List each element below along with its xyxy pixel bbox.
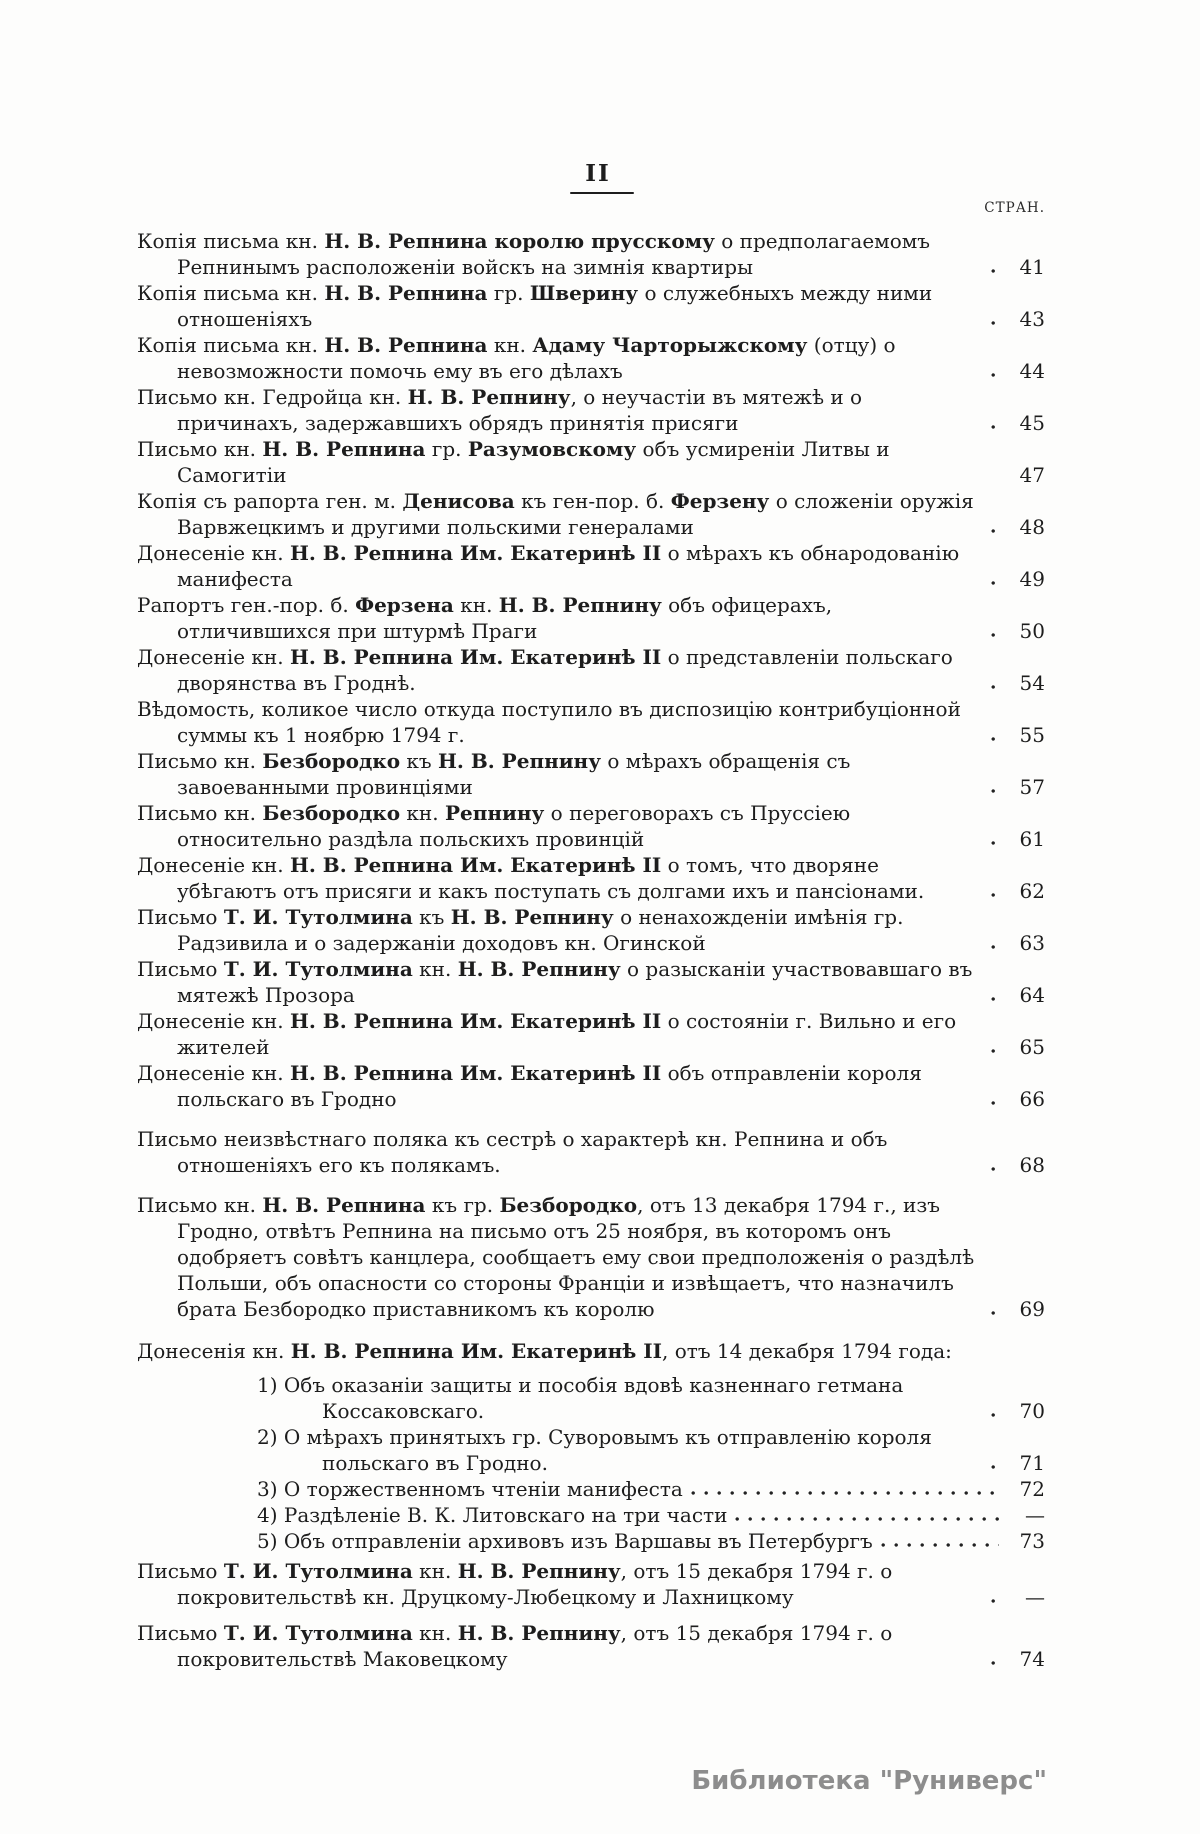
toc-entry-text: Письмо Т. И. Тутолмина къ Н. В. Репнину о ненахожденіи имѣнія гр. Радзивила и о задержаніи доходовъ кн. Огинской [137, 905, 904, 955]
toc-entry-page: 70 [1019, 1399, 1045, 1423]
toc-entry-page: 66 [1019, 1087, 1045, 1111]
toc-entry-page: 45 [1019, 411, 1045, 435]
dot-leader [991, 685, 999, 689]
toc-entry-text: Донесеніе кн. Н. В. Репнина Им. Екатеринѣ II о мѣрахъ къ обнародованію манифеста [137, 541, 960, 591]
dot-leader [991, 1049, 999, 1053]
dot-leader [991, 1311, 999, 1315]
toc-entry-page: 43 [1019, 307, 1045, 331]
dot-leader [991, 737, 999, 741]
toc-entry-text: Донесеніе кн. Н. В. Репнина Им. Екатеринѣ II о томъ, что дворяне убѣгаютъ отъ присяги и какъ поступать съ долгами ихъ и пансіонами. [137, 853, 925, 903]
part-numeral-rule [570, 192, 634, 194]
toc-entry-page: — [1025, 1503, 1045, 1527]
toc-entry-page: 62 [1019, 879, 1045, 903]
toc-entry-text: Письмо кн. Н. В. Репнина къ гр. Безбородко, отъ 13 декабря 1794 г., изъ Гродно, отвѣтъ Репнина на письмо отъ 25 ноября, въ которомъ онъ одобряетъ совѣтъ канцлера, сообщаетъ ему свои предположенія о раздѣлѣ Польши, объ опасности со стороны Франціи и извѣщаетъ, что назначилъ брата Безбородко приставникомъ къ королю [137, 1193, 975, 1321]
toc-entry-text: Письмо кн. Безбородко кн. Репнину о переговорахъ съ Пруссіею относительно раздѣла польскихъ провинцій [137, 801, 851, 851]
toc-entry-page: 55 [1019, 723, 1045, 747]
toc-entry-text: 1) Объ оказаніи защиты и пособія вдовѣ казненнаго гетмана Коссаковскаго. [257, 1373, 904, 1423]
toc-entry [137, 1060, 1045, 1112]
dot-leader [991, 997, 999, 1001]
part-numeral: II [585, 160, 611, 187]
toc-entry [137, 644, 1045, 696]
toc-entry-page: 49 [1019, 567, 1045, 591]
toc-entry-text: Копія письма кн. Н. В. Репнина кн. Адаму Чарторыжскому (отцу) о невозможности помочь ему въ его дѣлахъ [137, 333, 896, 383]
toc-entry-text: Копія письма кн. Н. В. Репнина королю прусскому о предполагаемомъ Репнинымъ расположеніи войскъ на зимнія квартиры [137, 229, 931, 279]
toc-entry-page: 47 [1019, 463, 1045, 487]
toc-entry-text: Письмо кн. Гедройца кн. Н. В. Репнину, о неучастіи въ мятежѣ и о причинахъ, задержавшихъ обрядъ принятія присяги [137, 385, 863, 435]
toc-entry-page: 71 [1019, 1451, 1045, 1475]
toc-entry-text: 4) Раздѣленіе В. К. Литовскаго на три части [257, 1503, 728, 1527]
toc-entry [137, 384, 1045, 436]
toc-entry [137, 1192, 1045, 1322]
toc-entry-page: 61 [1019, 827, 1045, 851]
toc-entry [137, 1476, 1045, 1502]
toc-entry-text: Письмо Т. И. Тутолмина кн. Н. В. Репнину, отъ 15 декабря 1794 г. о покровительствѣ Маковецкому [137, 1621, 893, 1671]
toc-entry [137, 1424, 1045, 1476]
toc-entry [137, 1620, 1045, 1672]
toc-entry-text: Донесеніе кн. Н. В. Репнина Им. Екатеринѣ II объ отправленіи короля польскаго въ Гродно [137, 1061, 922, 1111]
toc-entry-page: 44 [1019, 359, 1045, 383]
toc-entry-text: Письмо кн. Безбородко къ Н. В. Репнину о мѣрахъ обращенія съ завоеванными провинціями [137, 749, 851, 799]
dot-leader [991, 633, 999, 637]
toc-entry [137, 852, 1045, 904]
dot-leader [993, 477, 999, 481]
dot-leader [991, 1413, 999, 1417]
toc-entry [137, 696, 1045, 748]
dot-leader [991, 529, 999, 533]
toc-entry-text: 2) О мѣрахъ принятыхъ гр. Суворовымъ къ отправленію короля польскаго въ Гродно. [257, 1425, 932, 1475]
toc-entry-page: 72 [1019, 1477, 1045, 1501]
dot-leader [991, 373, 999, 377]
dot-leader [991, 581, 999, 585]
dot-leader [991, 1599, 999, 1603]
toc-entry [137, 748, 1045, 800]
toc-entry [137, 592, 1045, 644]
toc-entry-page: 69 [1019, 1297, 1045, 1321]
toc-entry-text: Письмо Т. И. Тутолмина кн. Н. В. Репнину, отъ 15 декабря 1794 г. о покровительствѣ кн. Друцкому-Любецкому и Лахницкому [137, 1559, 893, 1609]
toc-entry-page: — [1025, 1585, 1045, 1609]
toc-entry [137, 1528, 1045, 1554]
dot-leader [991, 425, 999, 429]
dot-leader [991, 1465, 999, 1469]
toc-entry-text: 5) Объ отправленіи архивовъ изъ Варшавы въ Петербургъ [257, 1529, 873, 1553]
toc-entry-page: 50 [1019, 619, 1045, 643]
toc-entry [137, 800, 1045, 852]
toc-entry-page: 63 [1019, 931, 1045, 955]
toc-entry [137, 228, 1045, 280]
dot-leader [991, 1101, 999, 1105]
page-column-header: СТРАН. [984, 200, 1045, 216]
toc-entry [137, 332, 1045, 384]
dot-leader [991, 789, 999, 793]
toc-entry [137, 488, 1045, 540]
toc-entry-text: Письмо неизвѣстнаго поляка къ сестрѣ о характерѣ кн. Репнина и объ отношеніяхъ его къ полякамъ. [137, 1127, 888, 1177]
toc-entry-text: 3) О торжественномъ чтеніи манифеста [257, 1477, 683, 1501]
toc-entry-text: Рапортъ ген.-пор. б. Ферзена кн. Н. В. Репнину объ офицерахъ, отличившихся при штурмѣ Праги [137, 593, 833, 643]
toc-entry-page: 74 [1019, 1647, 1045, 1671]
toc-entry-text: Копія съ рапорта ген. м. Денисова къ ген-пор. б. Ферзену о сложеніи оружія Варвжецкимъ и другими польскими генералами [137, 489, 974, 539]
toc-entry [137, 1558, 1045, 1610]
toc-entry-text: Письмо Т. И. Тутолмина кн. Н. В. Репнину о разысканіи участвовавшаго въ мятежѣ Прозора [137, 957, 973, 1007]
toc-entry [137, 904, 1045, 956]
dot-leader [991, 269, 999, 273]
toc-group-heading [137, 1338, 1045, 1364]
toc-entry [137, 1372, 1045, 1424]
toc-entry [137, 1008, 1045, 1060]
toc-entry-text: Копія письма кн. Н. В. Репнина гр. Шверину о служебныхъ между ними отношеніяхъ [137, 281, 933, 331]
dot-leader [691, 1491, 999, 1495]
toc-entry [137, 1502, 1045, 1528]
toc-entry-text: Донесенія кн. Н. В. Репнина Им. Екатеринѣ II, отъ 14 декабря 1794 года: [137, 1339, 952, 1363]
toc-entry-page: 57 [1019, 775, 1045, 799]
toc-entry-page: 64 [1019, 983, 1045, 1007]
toc-entry-page: 54 [1019, 671, 1045, 695]
toc-entry [137, 1126, 1045, 1178]
dot-leader [991, 841, 999, 845]
toc-entry [137, 956, 1045, 1008]
toc-entry [137, 540, 1045, 592]
dot-leader [735, 1517, 999, 1521]
toc-list [137, 228, 1045, 1672]
toc-entry-text: Донесеніе кн. Н. В. Репнина Им. Екатеринѣ II о представленіи польскаго дворянства въ Гроднѣ. [137, 645, 953, 695]
toc-entry-page: 41 [1019, 255, 1045, 279]
toc-entry-text: Вѣдомость, коликое число откуда поступило въ диспозицію контрибуціонной суммы къ 1 ноябрю 1794 г. [137, 697, 961, 747]
dot-leader [991, 1167, 999, 1171]
toc-entry [137, 436, 1045, 488]
toc-entry-text: Донесеніе кн. Н. В. Репнина Им. Екатеринѣ II о состояніи г. Вильно и его жителей [137, 1009, 957, 1059]
dot-leader [881, 1543, 999, 1547]
toc-entry [137, 280, 1045, 332]
dot-leader [991, 945, 999, 949]
toc-entry-page: 73 [1019, 1529, 1045, 1553]
toc-entry-text: Письмо кн. Н. В. Репнина гр. Разумовскому объ усмиреніи Литвы и Самогитіи [137, 437, 890, 487]
dot-leader [991, 1661, 999, 1665]
dot-leader [991, 893, 999, 897]
toc-entry-page: 65 [1019, 1035, 1045, 1059]
toc-entry-page: 48 [1019, 515, 1045, 539]
dot-leader [991, 321, 999, 325]
library-watermark: Библиотека "Руниверс" [691, 1766, 1047, 1796]
toc-entry-page: 68 [1019, 1153, 1045, 1177]
